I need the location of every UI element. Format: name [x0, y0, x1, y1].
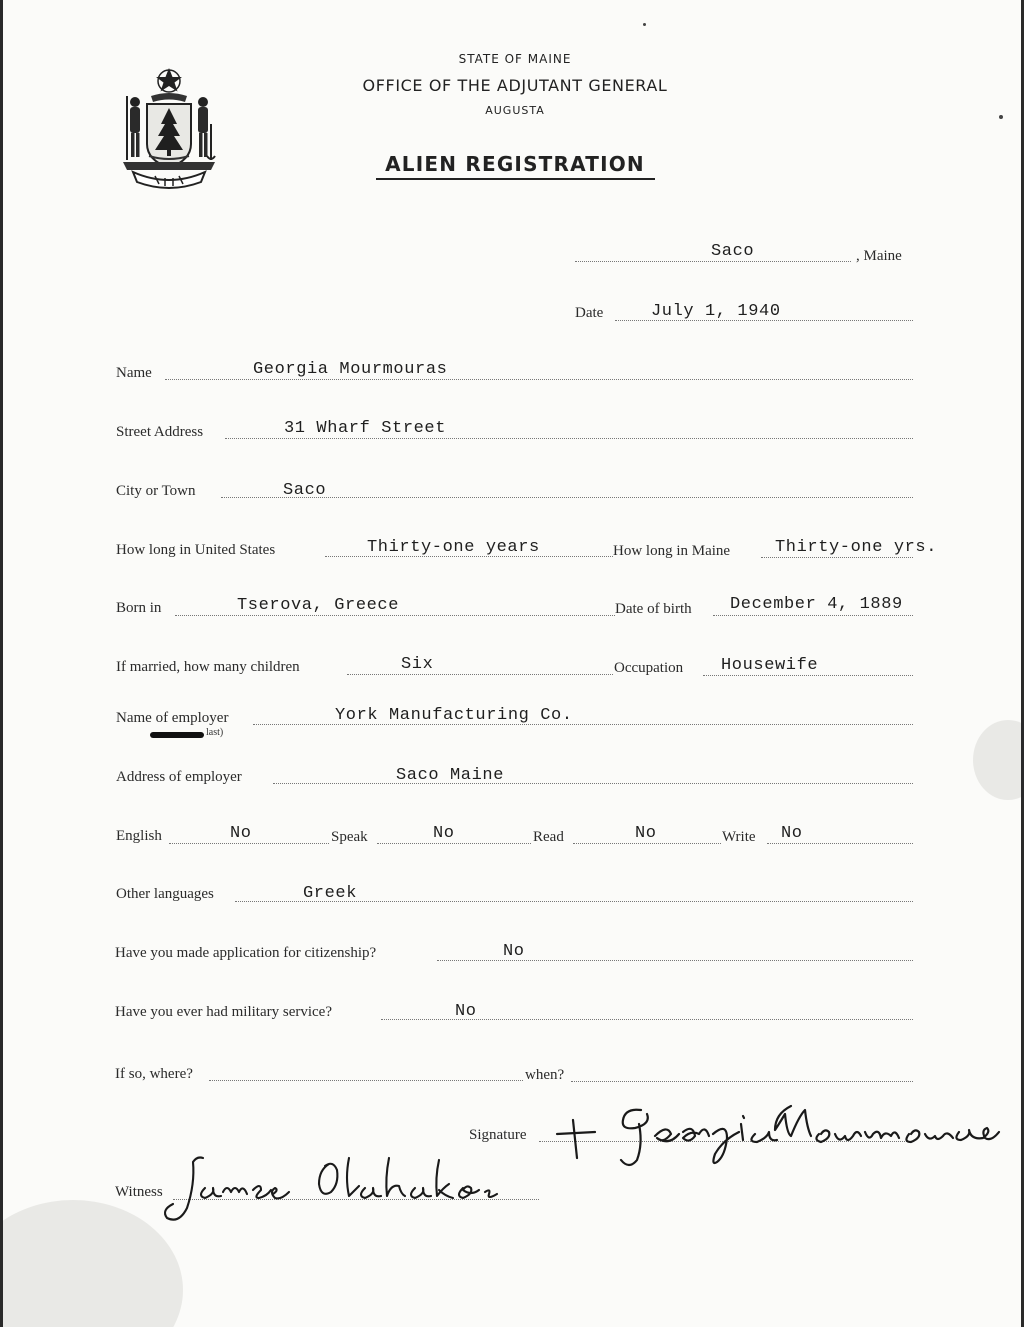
- occupation-label: Occupation: [614, 660, 684, 676]
- city-heading: AUGUSTA: [485, 104, 545, 117]
- street-address-label: Street Address: [116, 424, 204, 440]
- when-line: [571, 1081, 913, 1082]
- occupation-value: Housewife: [721, 656, 819, 675]
- date-of-birth-label: Date of birth: [615, 601, 692, 617]
- other-languages-value: Greek: [303, 884, 358, 903]
- redaction-mark: [150, 732, 204, 738]
- when-label: when?: [525, 1067, 565, 1083]
- how-long-maine-line: [761, 557, 913, 558]
- employer-address-line: [273, 783, 913, 784]
- born-in-label: Born in: [116, 600, 162, 616]
- city-or-town-value: Saco: [283, 481, 327, 500]
- employer-address-value: Saco Maine: [396, 766, 505, 785]
- military-label: Have you ever had military service?: [115, 1004, 332, 1020]
- employer-name-value: York Manufacturing Co.: [335, 706, 573, 725]
- children-label: If married, how many children: [116, 659, 300, 675]
- write-label: Write: [722, 829, 756, 845]
- read-label: Read: [533, 829, 564, 845]
- witness-handwriting: [153, 1148, 513, 1228]
- employer-name-sublabel: last): [206, 727, 224, 738]
- where-line: [209, 1080, 523, 1081]
- signature-handwriting: [543, 1094, 1003, 1174]
- read-line: [573, 843, 721, 844]
- employer-address-label: Address of employer: [116, 769, 242, 785]
- how-long-us-value: Thirty-one years: [367, 538, 540, 557]
- occupation-line: [703, 675, 913, 676]
- read-value: No: [635, 824, 657, 843]
- title-underline: [376, 178, 655, 180]
- paper-stain: [973, 720, 1024, 800]
- speak-line: [377, 843, 531, 844]
- place-value: Saco: [711, 242, 755, 261]
- date-value: July 1, 1940: [651, 302, 781, 321]
- signature-label: Signature: [469, 1127, 527, 1143]
- children-value: Six: [401, 655, 434, 674]
- place-line: [575, 261, 851, 262]
- military-value: No: [455, 1002, 477, 1021]
- date-label: Date: [575, 305, 604, 321]
- state-heading: STATE OF MAINE: [458, 52, 572, 66]
- date-of-birth-value: December 4, 1889: [730, 595, 903, 614]
- born-in-line: [175, 615, 615, 616]
- other-languages-label: Other languages: [116, 886, 214, 902]
- employer-name-label: Name of employer: [116, 710, 229, 726]
- form-title: ALIEN REGISTRATION: [385, 152, 645, 176]
- where-label: If so, where?: [115, 1066, 193, 1082]
- name-label: Name: [116, 365, 152, 381]
- office-heading: OFFICE OF THE ADJUTANT GENERAL: [362, 76, 668, 95]
- english-line: [169, 843, 329, 844]
- date-of-birth-line: [713, 615, 913, 616]
- speak-label: Speak: [331, 829, 368, 845]
- write-value: No: [781, 824, 803, 843]
- witness-label: Witness: [115, 1184, 163, 1200]
- english-value: No: [230, 824, 252, 843]
- how-long-maine-value: Thirty-one yrs.: [775, 538, 938, 557]
- name-line: [165, 379, 913, 380]
- place-suffix: , Maine: [856, 248, 902, 264]
- write-line: [767, 843, 913, 844]
- children-line: [347, 674, 613, 675]
- speak-value: No: [433, 824, 455, 843]
- born-in-value: Tserova, Greece: [237, 596, 400, 615]
- citizenship-value: No: [503, 942, 525, 961]
- city-or-town-label: City or Town: [116, 483, 196, 499]
- english-label: English: [116, 828, 162, 844]
- how-long-us-label: How long in United States: [116, 542, 276, 558]
- how-long-maine-label: How long in Maine: [613, 543, 731, 559]
- name-value: Georgia Mourmouras: [253, 360, 448, 379]
- paper-speck: [643, 23, 646, 26]
- street-address-line: [225, 438, 913, 439]
- street-address-value: 31 Wharf Street: [284, 419, 447, 438]
- citizenship-label: Have you made application for citizenship?: [115, 945, 377, 961]
